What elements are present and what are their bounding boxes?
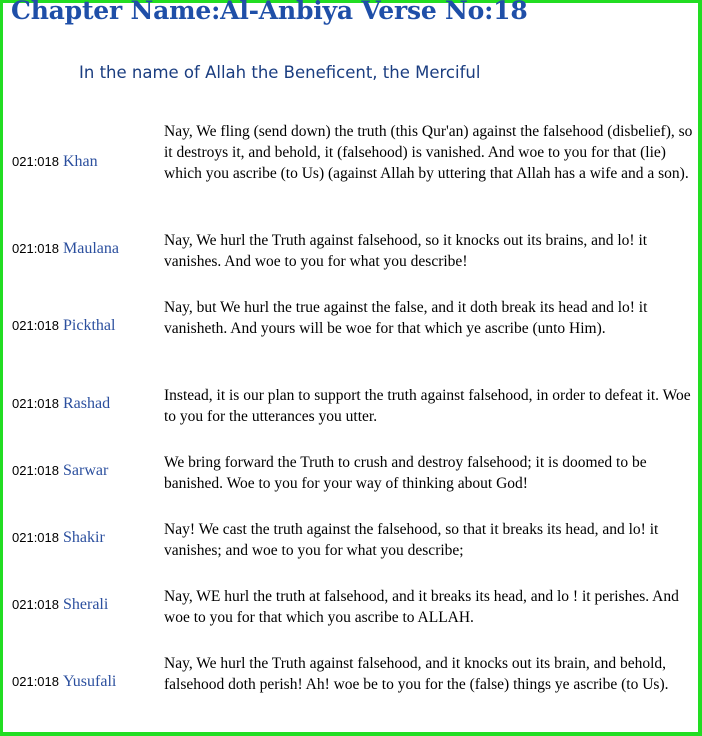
translator-link[interactable]: Sarwar [63, 462, 109, 479]
translator-link[interactable]: Rashad [63, 395, 111, 412]
translation-text: Nay, but We hurl the true against the false, and it doth break its head and lo! it vanisheth. And yours will be woe for that which ye ascribe (unto Him). [164, 299, 648, 337]
verse-reference [12, 529, 105, 547]
translation-text: Nay, We hurl the Truth against falsehood, so it knocks out its brains, and lo! it vanishes. And woe to you for what you describe! [164, 232, 648, 270]
translator-link[interactable]: Sherali [63, 596, 109, 613]
translator-link[interactable]: Pickthal [63, 317, 116, 334]
translator-link[interactable]: Maulana [63, 240, 119, 257]
verse-number: 021:018 [12, 674, 59, 689]
verse-reference [12, 596, 108, 614]
translation-text: We bring forward the Truth to crush and destroy falsehood; it is doomed to be banished. Woe to you for your way of thinking about God! [164, 454, 647, 492]
translation-text: Nay, We fling (send down) the truth (this Qur'an) against the falsehood (disbelief), so it destroys it, and behold, it (falsehood) is vanished. And woe to you for that (lie) which you ascribe (to Us) (against Allah by uttering that Allah has a wife and a son). [164, 123, 693, 182]
verse-number: 021:018 [12, 396, 59, 411]
verse-number: 021:018 [12, 318, 59, 333]
verse-number: 021:018 [12, 463, 59, 478]
verse-reference [12, 462, 108, 480]
translator-link[interactable]: Shakir [63, 529, 105, 546]
verse-reference [12, 153, 98, 171]
verse-reference [12, 673, 116, 691]
verse-reference [12, 395, 110, 413]
verse-reference [12, 317, 115, 335]
verse-number: 021:018 [12, 597, 59, 612]
translator-link[interactable]: Yusufali [63, 673, 117, 690]
translation-text: Nay, WE hurl the truth at falsehood, and it breaks its head, and lo ! it perishes. And woe to you for that which you ascribe to ALLAH. [164, 588, 679, 626]
verse-number: 021:018 [12, 530, 59, 545]
translation-text: Instead, it is our plan to support the truth against falsehood, in order to defeat it. Woe to you for the utterances you utter. [164, 387, 691, 425]
translator-link[interactable]: Khan [63, 153, 98, 170]
page-title: Chapter Name:Al-Anbiya Verse No:18 [11, 0, 528, 25]
verse-number: 021:018 [12, 241, 59, 256]
verse-reference [12, 240, 119, 258]
bismillah-heading: In the name of Allah the Beneficent, the Merciful [79, 63, 481, 82]
translation-text: Nay, We hurl the Truth against falsehood, and it knocks out its brain, and behold, falsehood doth perish! Ah! woe be to you for the (false) things ye ascribe (to Us). [164, 655, 669, 693]
verse-number: 021:018 [12, 154, 59, 169]
translation-text: Nay! We cast the truth against the falsehood, so that it breaks its head, and lo! it vanishes; and woe to you for what you describe; [164, 521, 659, 559]
